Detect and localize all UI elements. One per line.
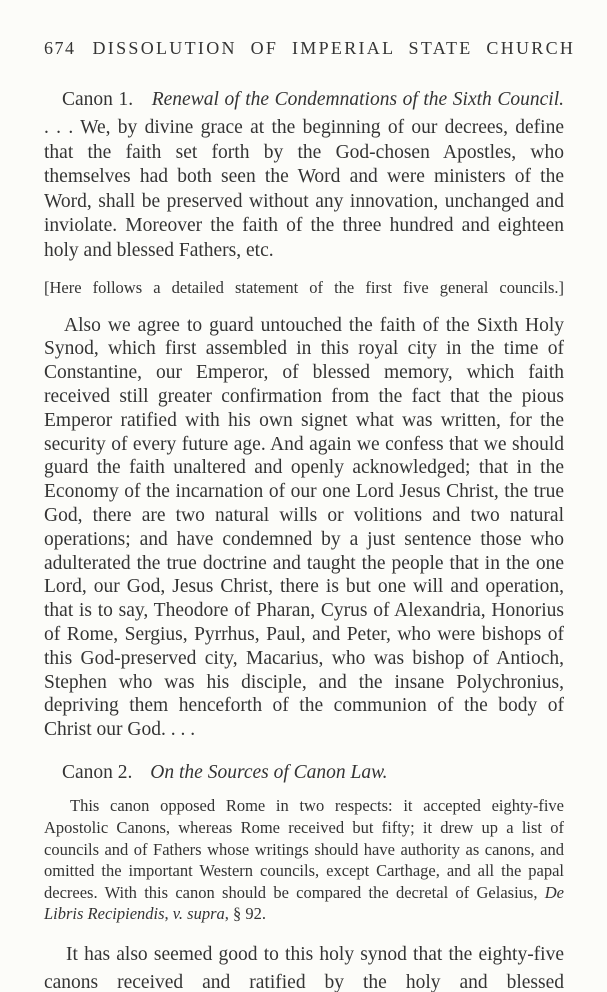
- canon2-title: On the Sources of Canon Law.: [150, 762, 388, 784]
- commentary-reference: v. supra: [172, 904, 225, 924]
- canon2-label: Canon 2.: [62, 762, 133, 784]
- canon1-title: Renewal of the Condemnations of the Sixth Council.: [151, 89, 564, 110]
- page-content: [44, 38, 576, 992]
- canon1-continuation: Also we agree to guard untouched the faith of the Sixth Holy Synod, which first assembled in this royal city in the time of Constantine, our Emperor, of blessed memory, which faith received still greater confirmation from the fact that the pious Emperor ratified with his own signet what was written, for the security of every future age. And again we confess that we should guard the faith unaltered and openly acknowledged; that in the Economy of the incarnation of our one Lord Jesus Christ, the true God, there are two natural wills or volitions and two natural operations; and have condemned by a just sentence those who adulterated the true doctrine and taught the people that in the one Lord, our God, Jesus Christ, there is but one will and operation, that is to say, Theodore of Pharan, Cyrus of Alexandria, Honorius of Rome, Sergius, Pyrrhus, Paul, and Peter, who were bishops of this God-preserved city, Macarius, who was bishop of Antioch, Stephen who was his disciple, and the insane Polychronius, depriving them henceforth of the communion of the body of Christ our God. . . .: [44, 314, 564, 741]
- commentary-text-1: This canon opposed Rome in two respects: it accepted eighty-five Apostolic Canons, whereas Rome received but fifty; it drew up a list of councils and of Fathers whose writings should have authority as canons, and omitted the important Western councils, except Carthage, and all the papal decrees. With this canon should be compared the decretal of Gelasius,: [44, 796, 564, 902]
- running-title: DISSOLUTION OF IMPERIAL STATE CHURCH: [92, 38, 576, 58]
- editorial-note: [Here follows a detailed statement of the first five general councils.]: [44, 277, 564, 297]
- canon2-commentary: [44, 795, 564, 925]
- canon2-heading: [44, 761, 564, 785]
- running-head: [44, 38, 576, 58]
- canon1-label: Canon 1.: [62, 89, 134, 110]
- commentary-separator: ,: [164, 904, 173, 924]
- canon1-body: . . . We, by divine grace at the beginning of our decrees, define that the faith set forth by the God-chosen Apostles, who themselves had both seen the Word and were ministers of the Word, shall be preserved without any innovation, unchanged and inviolate. Moreover the faith of the three hundred and eighteen holy and blessed Fathers, etc.: [44, 117, 564, 261]
- canon2-body: It has also seemed good to this holy synod that the eighty-five canons received and ratified by the holy and blessed: [44, 944, 564, 992]
- commentary-text-2: , § 92.: [224, 904, 266, 924]
- page-number: 674: [44, 38, 76, 58]
- canon1-heading: [44, 88, 564, 112]
- commentary-work-title: De Libris Recipiendis: [44, 882, 564, 924]
